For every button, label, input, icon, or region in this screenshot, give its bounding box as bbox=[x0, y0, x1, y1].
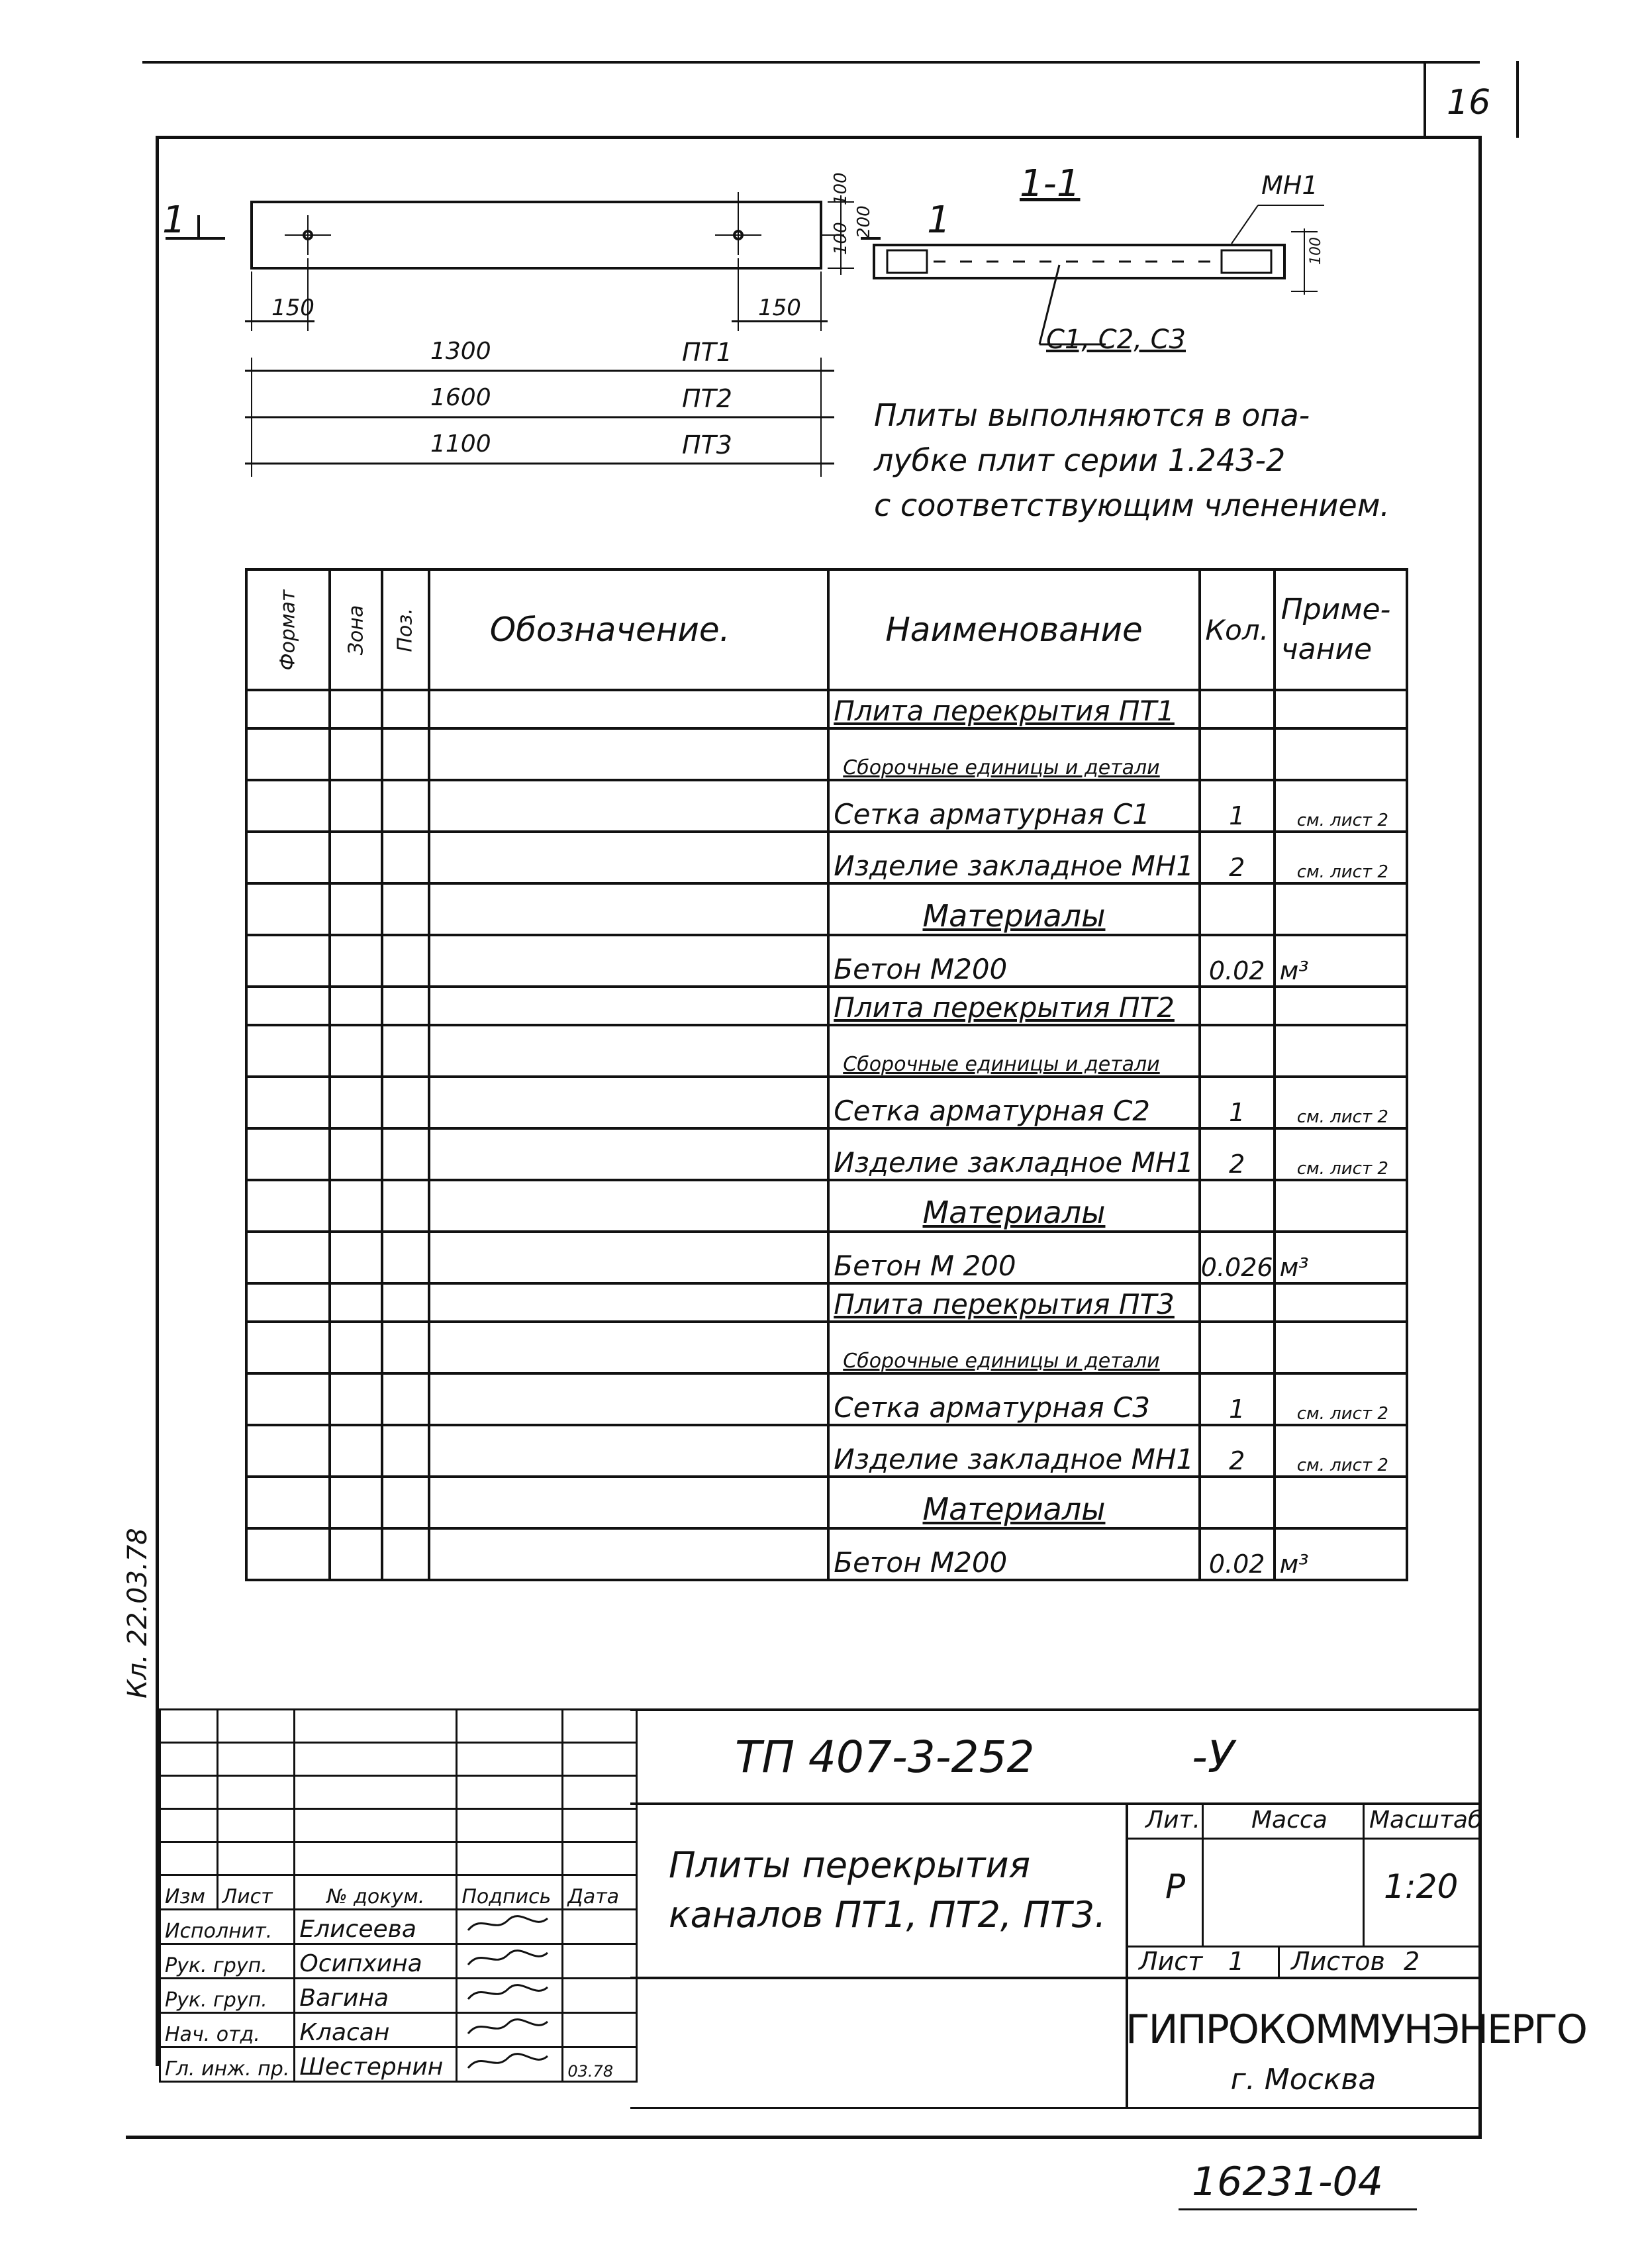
designation-cell bbox=[429, 1322, 829, 1373]
scale-value: 1:20 bbox=[1384, 1867, 1459, 1906]
signature-cell bbox=[457, 1979, 563, 2013]
header-note: Приме- чание bbox=[1275, 569, 1407, 690]
col-izm: Изм bbox=[160, 1875, 218, 1910]
name-cell: Изделие закладное МН1 bbox=[828, 1425, 1199, 1477]
format-cell bbox=[246, 883, 330, 935]
specification-table bbox=[245, 568, 1408, 1581]
designation-cell bbox=[429, 832, 829, 883]
zone-cell bbox=[330, 1528, 383, 1580]
note-line-2: лубке плит серии 1.243-2 bbox=[874, 442, 1286, 478]
zone-cell bbox=[330, 1180, 383, 1232]
qty-cell bbox=[1200, 1477, 1275, 1528]
signature-cell bbox=[457, 2013, 563, 2047]
pos-cell bbox=[382, 690, 428, 728]
signer-row bbox=[160, 2013, 637, 2047]
format-cell bbox=[246, 1025, 330, 1077]
qty-cell: 1 bbox=[1200, 1373, 1275, 1425]
spec-row bbox=[246, 1025, 1407, 1077]
tb-title-bottom bbox=[630, 1977, 1481, 1979]
qty-cell bbox=[1200, 690, 1275, 728]
sheets-label: Листов bbox=[1291, 1947, 1385, 1976]
pos-cell bbox=[382, 832, 428, 883]
zone-cell bbox=[330, 883, 383, 935]
lit-value: Р bbox=[1165, 1867, 1186, 1906]
frame-right bbox=[1478, 136, 1482, 2136]
qty-cell bbox=[1200, 1283, 1275, 1322]
dim-100b: 100 bbox=[831, 222, 851, 255]
designation-cell bbox=[429, 1425, 829, 1477]
spec-row bbox=[246, 1425, 1407, 1477]
section-mark-right: 1 bbox=[927, 199, 951, 242]
signature-cell bbox=[457, 1944, 563, 1979]
note-cell bbox=[1275, 1322, 1407, 1373]
qty-cell bbox=[1200, 728, 1275, 780]
signer-name: Осипхина bbox=[295, 1944, 457, 1979]
format-cell bbox=[246, 1322, 330, 1373]
length-pt2: 1600 bbox=[430, 384, 491, 411]
name-cell: Материалы bbox=[828, 1180, 1199, 1232]
pos-cell bbox=[382, 1322, 428, 1373]
spec-row bbox=[246, 1322, 1407, 1373]
designation-cell bbox=[429, 728, 829, 780]
dim-200: 200 bbox=[854, 205, 874, 238]
name-cell: Сборочные единицы и детали bbox=[828, 1322, 1199, 1373]
drawing-code-suffix: -У bbox=[1192, 1732, 1235, 1783]
spec-row bbox=[246, 1373, 1407, 1425]
spec-row bbox=[246, 832, 1407, 883]
pos-cell bbox=[382, 1425, 428, 1477]
page-number-box-left bbox=[1424, 61, 1426, 138]
name-cell: Материалы bbox=[828, 883, 1199, 935]
note-cell: м³ bbox=[1275, 935, 1407, 987]
signer-row bbox=[160, 1979, 637, 2013]
designation-cell bbox=[429, 780, 829, 832]
zone-cell bbox=[330, 690, 383, 728]
format-cell bbox=[246, 1180, 330, 1232]
lit-header: Лит. bbox=[1145, 1806, 1200, 1834]
col-doc: № докум. bbox=[295, 1875, 457, 1910]
qty-cell bbox=[1200, 1180, 1275, 1232]
note-cell: м³ bbox=[1275, 1528, 1407, 1580]
signer-name: Класан bbox=[295, 2013, 457, 2047]
note-line-3: с соответствующим членением. bbox=[874, 487, 1390, 523]
plate-plan-drawing bbox=[152, 179, 881, 497]
pos-cell bbox=[382, 1232, 428, 1283]
spec-row bbox=[246, 1477, 1407, 1528]
title-line-2: каналов ПТ1, ПТ2, ПТ3. bbox=[669, 1894, 1106, 1936]
drawing-code: ТП 407-3-252 bbox=[735, 1732, 1035, 1783]
format-cell bbox=[246, 1283, 330, 1322]
dim-150-left: 150 bbox=[271, 295, 314, 321]
designation-cell bbox=[429, 1477, 829, 1528]
note-cell: см. лист 2 bbox=[1275, 1425, 1407, 1477]
signer-role: Гл. инж. пр. bbox=[160, 2047, 295, 2082]
side-date-stamp: Кл. 22.03.78 bbox=[122, 1528, 153, 1699]
top-trim-line bbox=[142, 61, 1480, 64]
section-title: 1-1 bbox=[1020, 162, 1081, 205]
qty-cell: 0.02 bbox=[1200, 935, 1275, 987]
mark-pt2: ПТ2 bbox=[682, 384, 732, 413]
signature-cell bbox=[457, 1910, 563, 1944]
designation-cell bbox=[429, 1180, 829, 1232]
spec-row bbox=[246, 935, 1407, 987]
format-cell bbox=[246, 1425, 330, 1477]
signer-role: Нач. отд. bbox=[160, 2013, 295, 2047]
tb-sheet-div bbox=[1278, 1946, 1280, 1977]
note-cell: см. лист 2 bbox=[1275, 1128, 1407, 1180]
tb-bottom-line bbox=[630, 2107, 1481, 2109]
tb-divider bbox=[1126, 1802, 1128, 2107]
name-cell: Плита перекрытия ПТ1 bbox=[828, 690, 1199, 728]
designation-cell bbox=[429, 690, 829, 728]
page-number-box-right bbox=[1516, 61, 1519, 138]
designation-cell bbox=[429, 987, 829, 1025]
spec-row bbox=[246, 728, 1407, 780]
designation-cell bbox=[429, 1373, 829, 1425]
qty-cell: 1 bbox=[1200, 1077, 1275, 1128]
zone-cell bbox=[330, 728, 383, 780]
note-cell bbox=[1275, 987, 1407, 1025]
note-cell bbox=[1275, 690, 1407, 728]
signer-name: Елисеева bbox=[295, 1910, 457, 1944]
format-cell bbox=[246, 1077, 330, 1128]
designation-cell bbox=[429, 883, 829, 935]
note-cell: см. лист 2 bbox=[1275, 780, 1407, 832]
spec-row bbox=[246, 1128, 1407, 1180]
tb-code-bottom bbox=[630, 1802, 1481, 1805]
name-cell: Бетон М200 bbox=[828, 935, 1199, 987]
zone-cell bbox=[330, 1077, 383, 1128]
note-line-1: Плиты выполняются в опа- bbox=[874, 397, 1310, 433]
col-sign: Подпись bbox=[457, 1875, 563, 1910]
sheet-value: 1 bbox=[1228, 1947, 1245, 1976]
signer-role: Рук. груп. bbox=[160, 1979, 295, 2013]
qty-cell: 2 bbox=[1200, 1425, 1275, 1477]
dim-150-right: 150 bbox=[758, 295, 801, 321]
mark-pt3: ПТ3 bbox=[682, 430, 732, 460]
signer-name: Вагина bbox=[295, 1979, 457, 2013]
tb-lit-header-line bbox=[1126, 1838, 1481, 1840]
qty-cell: 0.026 bbox=[1200, 1232, 1275, 1283]
name-cell: Сборочные единицы и детали bbox=[828, 1025, 1199, 1077]
format-cell bbox=[246, 832, 330, 883]
col-date: Дата bbox=[563, 1875, 637, 1910]
pos-cell bbox=[382, 1477, 428, 1528]
pos-cell bbox=[382, 1373, 428, 1425]
title-line-1: Плиты перекрытия bbox=[669, 1844, 1031, 1886]
spec-row bbox=[246, 1232, 1407, 1283]
format-cell bbox=[246, 690, 330, 728]
designation-cell bbox=[429, 1528, 829, 1580]
name-cell: Сетка арматурная С3 bbox=[828, 1373, 1199, 1425]
zone-cell bbox=[330, 780, 383, 832]
name-cell: Материалы bbox=[828, 1477, 1199, 1528]
designation-cell bbox=[429, 1283, 829, 1322]
signer-role: Исполнит. bbox=[160, 1910, 295, 1944]
qty-cell: 0.02 bbox=[1200, 1528, 1275, 1580]
signer-row bbox=[160, 2047, 637, 2082]
section-mark-left: 1 bbox=[162, 199, 186, 242]
format-cell bbox=[246, 728, 330, 780]
length-pt3: 1100 bbox=[430, 430, 491, 458]
frame-bottom bbox=[126, 2136, 1482, 2139]
qty-cell bbox=[1200, 987, 1275, 1025]
zone-cell bbox=[330, 1322, 383, 1373]
name-cell: Сетка арматурная С1 bbox=[828, 780, 1199, 832]
signer-date: 03.78 bbox=[563, 2047, 637, 2082]
tb-mass-scale-div bbox=[1363, 1802, 1365, 1946]
zone-cell bbox=[330, 987, 383, 1025]
pos-cell bbox=[382, 1025, 428, 1077]
spec-row bbox=[246, 883, 1407, 935]
name-cell: Изделие закладное МН1 bbox=[828, 832, 1199, 883]
mass-header: Масса bbox=[1251, 1806, 1328, 1834]
name-cell: Сетка арматурная С2 bbox=[828, 1077, 1199, 1128]
format-cell bbox=[246, 1232, 330, 1283]
spec-row bbox=[246, 780, 1407, 832]
qty-cell: 1 bbox=[1200, 780, 1275, 832]
note-cell bbox=[1275, 1283, 1407, 1322]
qty-cell: 2 bbox=[1200, 832, 1275, 883]
zone-cell bbox=[330, 935, 383, 987]
signer-role: Рук. груп. bbox=[160, 1944, 295, 1979]
header-format: Формат bbox=[246, 569, 330, 690]
pos-cell bbox=[382, 1077, 428, 1128]
pos-cell bbox=[382, 780, 428, 832]
format-cell bbox=[246, 780, 330, 832]
pos-cell bbox=[382, 935, 428, 987]
mn1-callout: МН1 bbox=[1261, 171, 1318, 200]
pos-cell bbox=[382, 987, 428, 1025]
qty-cell: 2 bbox=[1200, 1128, 1275, 1180]
spec-row bbox=[246, 1180, 1407, 1232]
zone-cell bbox=[330, 1283, 383, 1322]
designation-cell bbox=[429, 1025, 829, 1077]
note-cell: м³ bbox=[1275, 1232, 1407, 1283]
header-pos: Поз. bbox=[382, 569, 428, 690]
signature-cell bbox=[457, 2047, 563, 2082]
note-cell bbox=[1275, 1180, 1407, 1232]
spec-row bbox=[246, 1528, 1407, 1580]
signer-date bbox=[563, 2013, 637, 2047]
revision-grid bbox=[159, 1708, 638, 2083]
spec-row bbox=[246, 1077, 1407, 1128]
org-city: г. Москва bbox=[1230, 2063, 1376, 2096]
note-cell bbox=[1275, 1477, 1407, 1528]
spec-row bbox=[246, 690, 1407, 728]
format-cell bbox=[246, 1477, 330, 1528]
tb-lit-mass-div bbox=[1202, 1802, 1204, 1946]
name-cell: Бетон М 200 bbox=[828, 1232, 1199, 1283]
frame-top bbox=[156, 136, 1480, 139]
signer-date bbox=[563, 1979, 637, 2013]
header-qty: Кол. bbox=[1200, 569, 1275, 690]
name-cell: Бетон М200 bbox=[828, 1528, 1199, 1580]
signer-name: Шестернин bbox=[295, 2047, 457, 2082]
designation-cell bbox=[429, 935, 829, 987]
header-zone: Зона bbox=[330, 569, 383, 690]
format-cell bbox=[246, 1128, 330, 1180]
signer-date bbox=[563, 1944, 637, 1979]
spec-row bbox=[246, 1283, 1407, 1322]
name-cell: Изделие закладное МН1 bbox=[828, 1128, 1199, 1180]
spec-row bbox=[246, 987, 1407, 1025]
note-cell: см. лист 2 bbox=[1275, 1373, 1407, 1425]
format-cell bbox=[246, 1528, 330, 1580]
header-name: Наименование bbox=[828, 569, 1199, 690]
qty-cell bbox=[1200, 883, 1275, 935]
scale-header: Масштаб bbox=[1369, 1806, 1483, 1834]
designation-cell bbox=[429, 1232, 829, 1283]
tb-top-line bbox=[630, 1708, 1481, 1711]
pos-cell bbox=[382, 728, 428, 780]
mesh-labels: С1, С2, С3 bbox=[1046, 324, 1186, 355]
zone-cell bbox=[330, 1128, 383, 1180]
pos-cell bbox=[382, 1128, 428, 1180]
length-pt1: 1300 bbox=[430, 338, 491, 365]
pos-cell bbox=[382, 883, 428, 935]
zone-cell bbox=[330, 1232, 383, 1283]
pos-cell bbox=[382, 1283, 428, 1322]
zone-cell bbox=[330, 1425, 383, 1477]
sheets-value: 2 bbox=[1404, 1947, 1420, 1976]
org-name: ГИПРОКОММУНЭНЕРГО bbox=[1126, 2006, 1586, 2053]
sheet-label: Лист bbox=[1139, 1947, 1203, 1976]
dim-section-100: 100 bbox=[1308, 237, 1324, 265]
format-cell bbox=[246, 987, 330, 1025]
qty-cell bbox=[1200, 1025, 1275, 1077]
name-cell: Плита перекрытия ПТ2 bbox=[828, 987, 1199, 1025]
qty-cell bbox=[1200, 1322, 1275, 1373]
archive-number: 16231-04 bbox=[1192, 2159, 1383, 2205]
note-cell bbox=[1275, 883, 1407, 935]
note-cell: см. лист 2 bbox=[1275, 1077, 1407, 1128]
zone-cell bbox=[330, 1477, 383, 1528]
name-cell: Плита перекрытия ПТ3 bbox=[828, 1283, 1199, 1322]
signer-row bbox=[160, 1944, 637, 1979]
designation-cell bbox=[429, 1128, 829, 1180]
note-cell bbox=[1275, 1025, 1407, 1077]
page-number: 16 bbox=[1447, 83, 1491, 123]
zone-cell bbox=[330, 1373, 383, 1425]
format-cell bbox=[246, 1373, 330, 1425]
pos-cell bbox=[382, 1528, 428, 1580]
mark-pt1: ПТ1 bbox=[682, 338, 732, 367]
dim-100a: 100 bbox=[831, 172, 851, 205]
name-cell: Сборочные единицы и детали bbox=[828, 728, 1199, 780]
signer-date bbox=[563, 1910, 637, 1944]
note-cell bbox=[1275, 728, 1407, 780]
zone-cell bbox=[330, 1025, 383, 1077]
note-cell: см. лист 2 bbox=[1275, 832, 1407, 883]
col-list: Лист bbox=[217, 1875, 295, 1910]
designation-cell bbox=[429, 1077, 829, 1128]
signer-row bbox=[160, 1910, 637, 1944]
header-designation: Обозначение. bbox=[429, 569, 829, 690]
archive-underline bbox=[1179, 2208, 1417, 2210]
zone-cell bbox=[330, 832, 383, 883]
pos-cell bbox=[382, 1180, 428, 1232]
format-cell bbox=[246, 935, 330, 987]
